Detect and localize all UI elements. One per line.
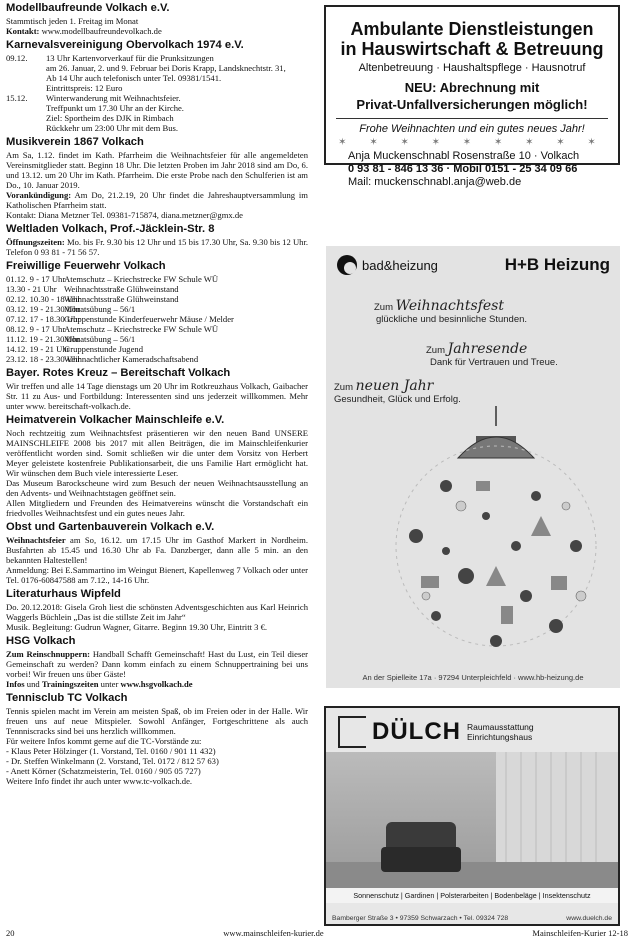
contact-line: - Dr. Steffen Winkelmann (2. Vorstand, Tel. 0172 / 812 57 63) bbox=[6, 756, 219, 766]
event-text: Ziel: Sportheim des DJK in Rimbach bbox=[46, 113, 174, 123]
issue-label: Mainschleifen-Kurier 12-18 bbox=[532, 928, 628, 938]
section-text: Weitere Info findet ihr auch unter www.tc-volkach.de. bbox=[6, 776, 193, 786]
event-date: 11.12. 19 - 21.30 Uhr bbox=[6, 334, 80, 344]
ad-phone: 0 93 81 - 846 13 36 · Mobil 0151 - 25 34 09 66 bbox=[348, 163, 578, 175]
advert-hb-heizung bbox=[326, 246, 620, 688]
event-list bbox=[6, 274, 308, 364]
contact-line: - Anett Körner (Schatzmeisterin, Tel. 0160 / 905 05 727) bbox=[6, 766, 201, 776]
event-text: Rückkehr um 23:00 Uhr mit dem Bus. bbox=[46, 123, 178, 133]
ad-highlight: Privat-Unfallversicherungen möglich! bbox=[356, 97, 588, 112]
event-date bbox=[6, 83, 44, 93]
greeting-newyear: Zum neuen Jahr Gesundheit, Glück und Erfolg. bbox=[334, 378, 461, 405]
event-text: Eintrittspreis: 12 Euro bbox=[46, 83, 123, 93]
section-text: Allen Mitgliedern und Freunden des Heimatvereins wünscht die Vorstandschaft ein friedvolles Weihnachtsfest und ein gutes neues Jahr. bbox=[6, 498, 308, 518]
section-title: Modellbaufreunde Volkach e.V. bbox=[6, 2, 170, 14]
section-text: Am Sa, 1.12. findet im Kath. Pfarrheim die Weihnachtsfeier für alle angemeldeten Vereinsmitglieder statt. Beginn 18 Uhr. Die letzten Proben im Jahr 2018 sind am Do, 6. und 13.12. um 20 Uhr im Kath. Pfarrheim. Die erste Probe nach den Schulferien ist am Do., 10. Januar 2019. bbox=[6, 150, 308, 190]
ad-headline: Ambulante Dienstleistungen bbox=[350, 19, 594, 39]
armchair-image bbox=[326, 752, 618, 892]
door-icon bbox=[338, 716, 366, 748]
section-text: Kontakt: Diana Metzner Tel. 09381-715874, diana.metzner@gmx.de bbox=[6, 210, 243, 220]
section-title: Karnevalsvereinigung Obervolkach 1974 e.V. bbox=[6, 39, 244, 51]
brand-badheizung: bad&heizung bbox=[336, 254, 438, 276]
event-text: Winterwanderung mit Weihnachtsfeier. bbox=[46, 93, 181, 103]
left-column bbox=[6, 0, 308, 786]
event-date: 02.12. 10.30 - 18 Uhr bbox=[6, 294, 81, 304]
ad-services: Altenbetreuung · Haushaltspflege · Hausnotruf bbox=[358, 62, 586, 74]
ad-greeting: Frohe Weihnachten und ein gutes neues Jahr! bbox=[359, 123, 585, 135]
page-number: 20 bbox=[6, 928, 15, 938]
event-text: Ab 14 Uhr auch telefonisch unter Tel. 09381/1541. bbox=[46, 73, 222, 83]
event-date: 08.12. 9 - 17 Uhr bbox=[6, 324, 66, 334]
divider bbox=[336, 118, 608, 119]
ad-email: Mail: muckenschnabl.anja@web.de bbox=[348, 176, 522, 188]
section-text: Infos und Trainingszeiten unter www.hsgvolkach.de bbox=[6, 679, 193, 689]
ad-headline: in Hauswirtschaft & Betreuung bbox=[340, 39, 604, 59]
event-date: 15.12. bbox=[6, 93, 28, 103]
event-date: 09.12. bbox=[6, 53, 28, 63]
section-title: Tennisclub TC Volkach bbox=[6, 692, 128, 704]
greeting-christmas: Zum Weihnachtsfest glückliche und besinnliche Stunden. bbox=[374, 298, 528, 325]
brand-name: DÜLCH bbox=[372, 718, 461, 745]
advert-duelch bbox=[324, 706, 620, 926]
event-date: 13.30 - 21 Uhr bbox=[6, 284, 57, 294]
section-title: Musikverein 1867 Volkach bbox=[6, 136, 144, 148]
section-text: Stammtisch jeden 1. Freitag im Monat bbox=[6, 16, 139, 26]
event-list bbox=[6, 53, 308, 133]
section-text: Zum Reinschnuppern: Handball Schafft Gemeinschaft! Hast du Lust, ein Teil dieser Gemeinschaft zu werden? Dann komm einfach zu einem Schnuppertraining bei uns vorbei! Wir freuen uns über Gäste! bbox=[6, 649, 309, 679]
star-decoration-icon: ✶ ✶ ✶ ✶ ✶ ✶ ✶ ✶ ✶ bbox=[338, 137, 606, 148]
event-date: 14.12. 19 - 21 Uhr bbox=[6, 344, 70, 354]
event-text: Treffpunkt um 17.30 Uhr an der Kirche. bbox=[46, 103, 184, 113]
event-date bbox=[6, 63, 44, 73]
advert-muckenschnabl bbox=[324, 5, 620, 188]
event-date: 07.12. 17 - 18.30 Uhr bbox=[6, 314, 81, 324]
section-text: Tennis spielen macht im Verein am meisten Spaß, ob im Freien oder in der Halle. Wir freuen uns auf neue Mitspieler. Sowohl Anfänger, Fortgeschrittene als auch Tennniscracks sind bei uns herzlich willkommen. bbox=[6, 706, 308, 736]
ad-address: An der Spielleite 17a · 97294 Unterpleichfeld · www.hb-heizung.de bbox=[362, 673, 584, 682]
event-text: Atemschutz – Kriechstrecke FW Schule WÜ bbox=[64, 324, 219, 334]
section-text: Weihnachtsfeier am So, 16.12. um 17.15 Uhr im Gasthof Markert in Nordheim. Busfahrten ab 15.45 und 16.30 Uhr ab Fa. Danzberger, dann alle 5 min. an den bekannten Haltestellen! bbox=[6, 535, 309, 565]
interior-photo bbox=[326, 752, 618, 892]
service-list: Sonnenschutz | Gardinen | Polsterarbeiten | Bodenbeläge | Insektenschutz bbox=[326, 888, 618, 903]
event-date bbox=[6, 123, 44, 133]
section-text: Wir treffen und alle 14 Tage dienstags um 20 Uhr im Rotkreuzhaus Volkach, Gaibacher Str. 11 zu Aus- und Fortbildung: Interessenten sind uns jederzeit willkommen. Mehr unter www. bereitschaft-volkach.de. bbox=[6, 381, 308, 411]
event-text: 13 Uhr Kartenvorverkauf für die Prunksitzungen bbox=[46, 53, 214, 63]
event-date: 03.12. 19 - 21.30 Uhr bbox=[6, 304, 81, 314]
section-text: Für weitere Infos kommt gerne auf die TC-Vorstände zu: bbox=[6, 736, 202, 746]
brand-hb-heizung: H+B Heizung bbox=[504, 255, 610, 274]
event-text: Weihnachtlicher Kameradschaftsabend bbox=[64, 354, 199, 364]
greeting-yearend: Zum Jahresende Dank für Vertrauen und Treue. bbox=[426, 341, 558, 368]
section-title: Bayer. Rotes Kreuz – Bereitschaft Volkach bbox=[6, 367, 231, 379]
event-text: Gruppenstunde Jugend bbox=[64, 344, 144, 354]
brand-subtitle: Raumausstattung Einrichtungshaus bbox=[467, 722, 534, 742]
event-date bbox=[6, 73, 44, 83]
duelch-logo bbox=[338, 716, 534, 748]
event-text: Gruppenstunde Kinderfeuerwehr Mäuse / Melder bbox=[64, 314, 234, 324]
section-text: Kontakt: www.modellbaufreundevolkach.de bbox=[6, 26, 162, 36]
section-title: Heimatverein Volkacher Mainschleife e.V. bbox=[6, 414, 225, 426]
ad-address: Anja Muckenschnabl Rosenstraße 10 · Volkach bbox=[348, 150, 580, 162]
event-text: am 26. Januar, 2. und 9. Februar bei Doris Krapp, Landsknechtstr. 31, bbox=[46, 63, 286, 73]
footer-website: www.mainschleifen-kurier.de bbox=[223, 928, 324, 938]
section-text: Noch rechtzeitig zum Weihnachtsfest präsentieren wir den neuen Band UNSERE MAINSCHLEIFE 2008 bis 2017 mit allen Beiträgen, die im Mainschleifenkurier veröffentlicht worden sind. Somit schließen wir die unter dem Vorsitz von Herbert Meyer geleistete kostenfreie Publikationsarbeit, die uns Familie Hart ermöglicht hat. Wir wünschen dem Buch viele interessierte Leser. bbox=[6, 428, 308, 478]
event-date: 23.12. 18 - 23.30 Uhr bbox=[6, 354, 81, 364]
event-text: Weihnachtsstraße Glühweinstand bbox=[64, 284, 179, 294]
section-text: Musik. Begleitung: Gudrun Wagner, Gitarre. Beginn 19.30 Uhr, Eintritt 3 €. bbox=[6, 622, 268, 632]
ad-footer: Bamberger Straße 3 • 97359 Schwarzach • Tel. 09324 728 www.duelch.de bbox=[332, 915, 612, 922]
event-date bbox=[6, 103, 44, 113]
section-text: Anmeldung: Bei E.Sammartino im Weingut Bienert, Kapellenweg 7 Volkach oder unter Tel. 0176-60847588 am 7.12., 14-16 Uhr. bbox=[6, 565, 308, 585]
section-title: HSG Volkach bbox=[6, 635, 76, 647]
section-title: Weltladen Volkach, Prof.-Jäcklein-Str. 8 bbox=[6, 223, 215, 235]
event-text: Atemschutz – Kriechstrecke FW Schule WÜ bbox=[64, 274, 219, 284]
section-text: Öffnungszeiten: Mo. bis Fr. 9.30 bis 12 Uhr und 15 bis 17.30 Uhr, Sa. 9.30 bis 12 Uhr. Telefon 0 93 81 - 71 56 57. bbox=[6, 237, 308, 257]
page-footer bbox=[6, 928, 628, 938]
section-text: Vorankündigung: Am Do, 21.2.19, 20 Uhr findet die Jahreshauptversammlung im Katholischen Pfarrheim statt. bbox=[6, 190, 308, 210]
christmas-ornament-image bbox=[326, 246, 620, 688]
ad-highlight: NEU: Abrechnung mit bbox=[404, 80, 540, 95]
event-date bbox=[6, 113, 44, 123]
event-text: Monatsübung – 56/1 bbox=[64, 304, 136, 314]
section-text: Das Museum Barockscheune wird zum Besuch der neuen Weihnachtsausstellung an den Advents- und Weihnachtstagen geöffnet sein. bbox=[6, 478, 308, 498]
section-title: Literaturhaus Wipfeld bbox=[6, 588, 121, 600]
event-date: 01.12. 9 - 17 Uhr bbox=[6, 274, 66, 284]
event-text: Monatsübung – 56/1 bbox=[64, 334, 136, 344]
section-title: Obst und Gartenbauverein Volkach e.V. bbox=[6, 521, 215, 533]
event-text: Weihnachtsstraße Glühweinstand bbox=[64, 294, 179, 304]
contact-line: - Klaus Peter Hölzinger (1. Vorstand, Tel. 0160 / 901 11 432) bbox=[6, 746, 216, 756]
section-text: Do. 20.12.2018: Gisela Groh liest die schönsten Adventsgeschichten aus Karl Heinrich Waggerls Büchlein „Das ist die stillste Zeit im Jahr“ bbox=[6, 602, 308, 622]
section-title: Freiwillige Feuerwehr Volkach bbox=[6, 260, 166, 272]
